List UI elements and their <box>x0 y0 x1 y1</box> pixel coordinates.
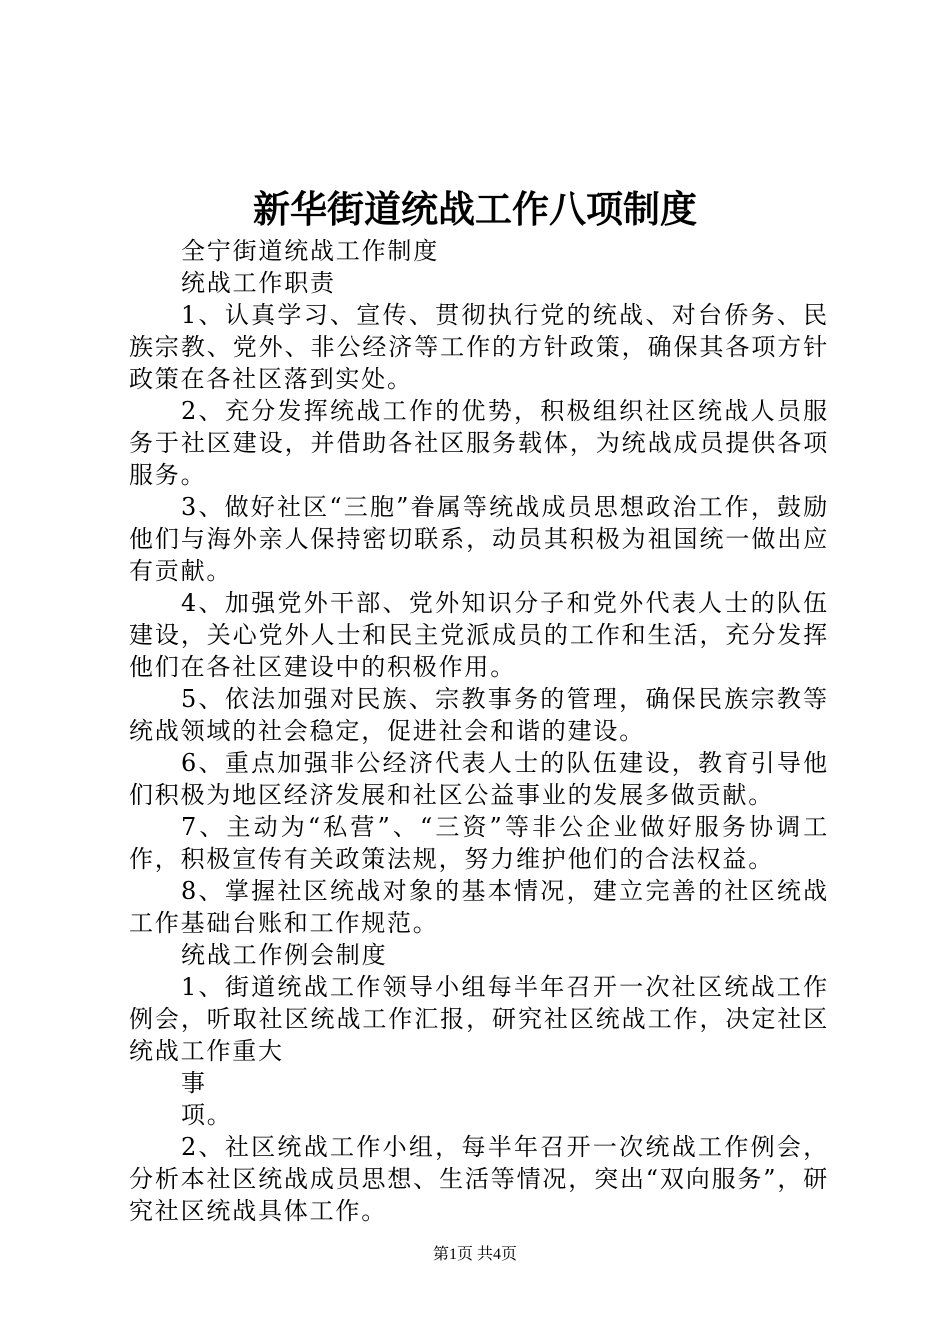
document-title: 新华街道统战工作八项制度 <box>253 187 697 231</box>
section-heading-meetings: 统战工作例会制度 <box>181 941 388 969</box>
section-heading-duties: 统战工作职责 <box>181 269 336 297</box>
duty-item-2: 2、充分发挥统战工作的优势，积极组织社区统战人员服务于社区建设，并借助各社区服务载体，为统战成员提供各项服务。 <box>129 397 829 489</box>
duty-item-6: 6、重点加强非公经济代表人士的队伍建设，教育引导他们积极为地区经济发展和社区公益事业的发展多做贡献。 <box>129 749 829 809</box>
duty-item-3: 3、做好社区“三胞”眷属等统战成员思想政治工作，鼓励他们与海外亲人保持密切联系，动员其积极为祖国统一做出应有贡献。 <box>129 493 829 585</box>
duty-item-1: 1、认真学习、宣传、贯彻执行党的统战、对台侨务、民族宗教、党外、非公经济等工作的方针政策，确保其各项方针政策在各社区落到实处。 <box>129 301 829 393</box>
meeting-item-1-fragment-a: 事 <box>181 1069 207 1097</box>
page-footer: 第1页 共4页 <box>432 1246 517 1263</box>
meeting-item-2: 2、社区统战工作小组，每半年召开一次统战工作例会，分析本社区统战成员思想、生活等情况，突出“双向服务”，研究社区统战具体工作。 <box>129 1133 829 1225</box>
subtitle-paragraph: 全宁街道统战工作制度 <box>181 237 439 265</box>
duty-item-5: 5、依法加强对民族、宗教事务的管理，确保民族宗教等统战领域的社会稳定，促进社会和谐的建设。 <box>129 685 829 745</box>
meeting-item-1-fragment-b: 项。 <box>181 1101 233 1129</box>
meeting-item-1: 1、街道统战工作领导小组每半年召开一次社区统战工作例会，听取社区统战工作汇报，研究社区统战工作，决定社区统战工作重大 <box>129 973 829 1065</box>
duty-item-7: 7、主动为“私营”、“三资”等非公企业做好服务协调工作，积极宣传有关政策法规，努力维护他们的合法权益。 <box>129 813 829 873</box>
duty-item-4: 4、加强党外干部、党外知识分子和党外代表人士的队伍建设，关心党外人士和民主党派成员的工作和生活，充分发挥他们在各社区建设中的积极作用。 <box>129 589 829 681</box>
document-body <box>129 235 829 1227</box>
duty-item-8: 8、掌握社区统战对象的基本情况，建立完善的社区统战工作基础台账和工作规范。 <box>129 877 829 937</box>
